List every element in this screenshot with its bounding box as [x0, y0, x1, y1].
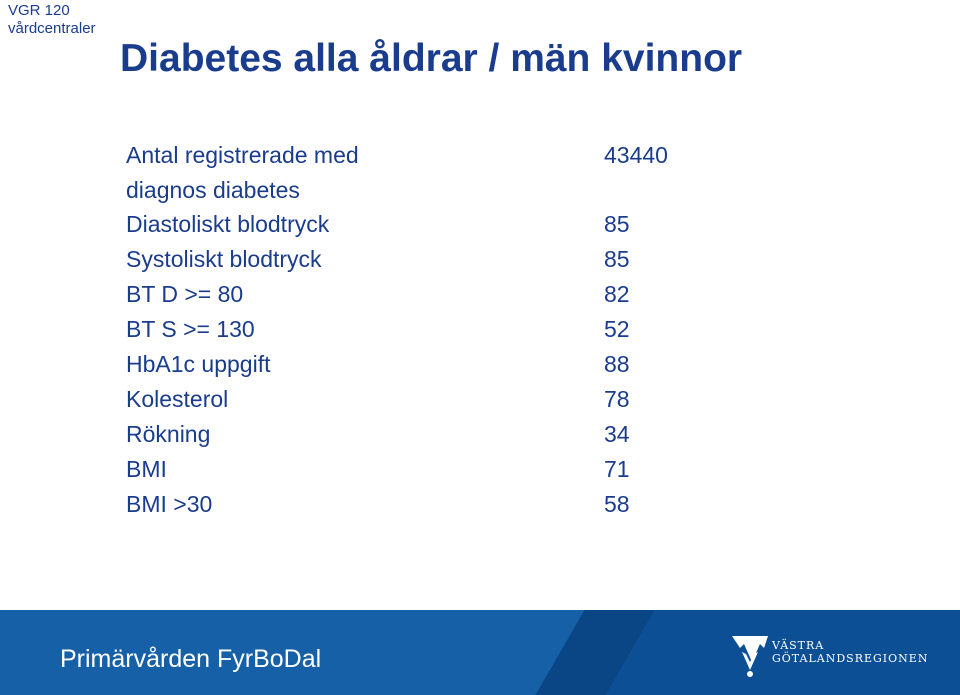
stat-row-systolic — [126, 242, 746, 277]
stat-value: 34 — [604, 421, 630, 447]
stat-value: 85 — [604, 246, 630, 272]
logo-text-line2: GÖTALANDSREGIONEN — [772, 652, 929, 665]
stats-list — [126, 138, 746, 522]
stat-row-bmi — [126, 452, 746, 487]
top-tag-line2: vårdcentraler — [8, 20, 96, 37]
stat-label: BT D >= 80 — [126, 281, 244, 307]
stat-row-hba1c — [126, 347, 746, 382]
stat-row-bt-d — [126, 277, 746, 312]
stat-label-line1: Antal registrerade med — [126, 142, 359, 168]
footer-band — [0, 610, 960, 695]
region-logo — [730, 632, 930, 678]
stat-value: 52 — [604, 316, 630, 342]
stat-label: Kolesterol — [126, 386, 229, 412]
stat-value: 78 — [604, 386, 630, 412]
stat-value: 43440 — [604, 142, 668, 168]
stat-value: 88 — [604, 351, 630, 377]
stat-row-diastolic — [126, 207, 746, 242]
vastra-gotalandsregionen-logo-icon — [730, 632, 770, 678]
logo-text-line1: VÄSTRA — [772, 639, 825, 652]
top-tag — [8, 2, 96, 38]
page-title: Diabetes alla åldrar / män kvinnor — [120, 37, 743, 80]
stat-value: 58 — [604, 491, 630, 517]
stat-value: 82 — [604, 281, 630, 307]
stat-label: BT S >= 130 — [126, 316, 255, 342]
stat-value: 71 — [604, 456, 630, 482]
stat-label: Rökning — [126, 421, 211, 447]
logo-text — [772, 639, 928, 665]
stat-label: Systoliskt blodtryck — [126, 246, 322, 272]
footer-text: Primärvården FyrBoDal — [60, 645, 322, 673]
stat-value: 85 — [604, 211, 630, 237]
stat-label-line2: diagnos diabetes — [126, 177, 300, 203]
stat-row-bmi-30 — [126, 487, 746, 522]
stat-label: HbA1c uppgift — [126, 351, 271, 377]
stat-label: BMI >30 — [126, 491, 213, 517]
stat-label: Diastoliskt blodtryck — [126, 211, 330, 237]
stat-label: BMI — [126, 456, 167, 482]
top-tag-line1: VGR 120 — [8, 2, 70, 19]
stat-row-bt-s — [126, 312, 746, 347]
stat-row-registered — [126, 138, 746, 207]
stat-label — [126, 138, 456, 208]
stat-row-kolesterol — [126, 382, 746, 417]
stat-row-rokning — [126, 417, 746, 452]
